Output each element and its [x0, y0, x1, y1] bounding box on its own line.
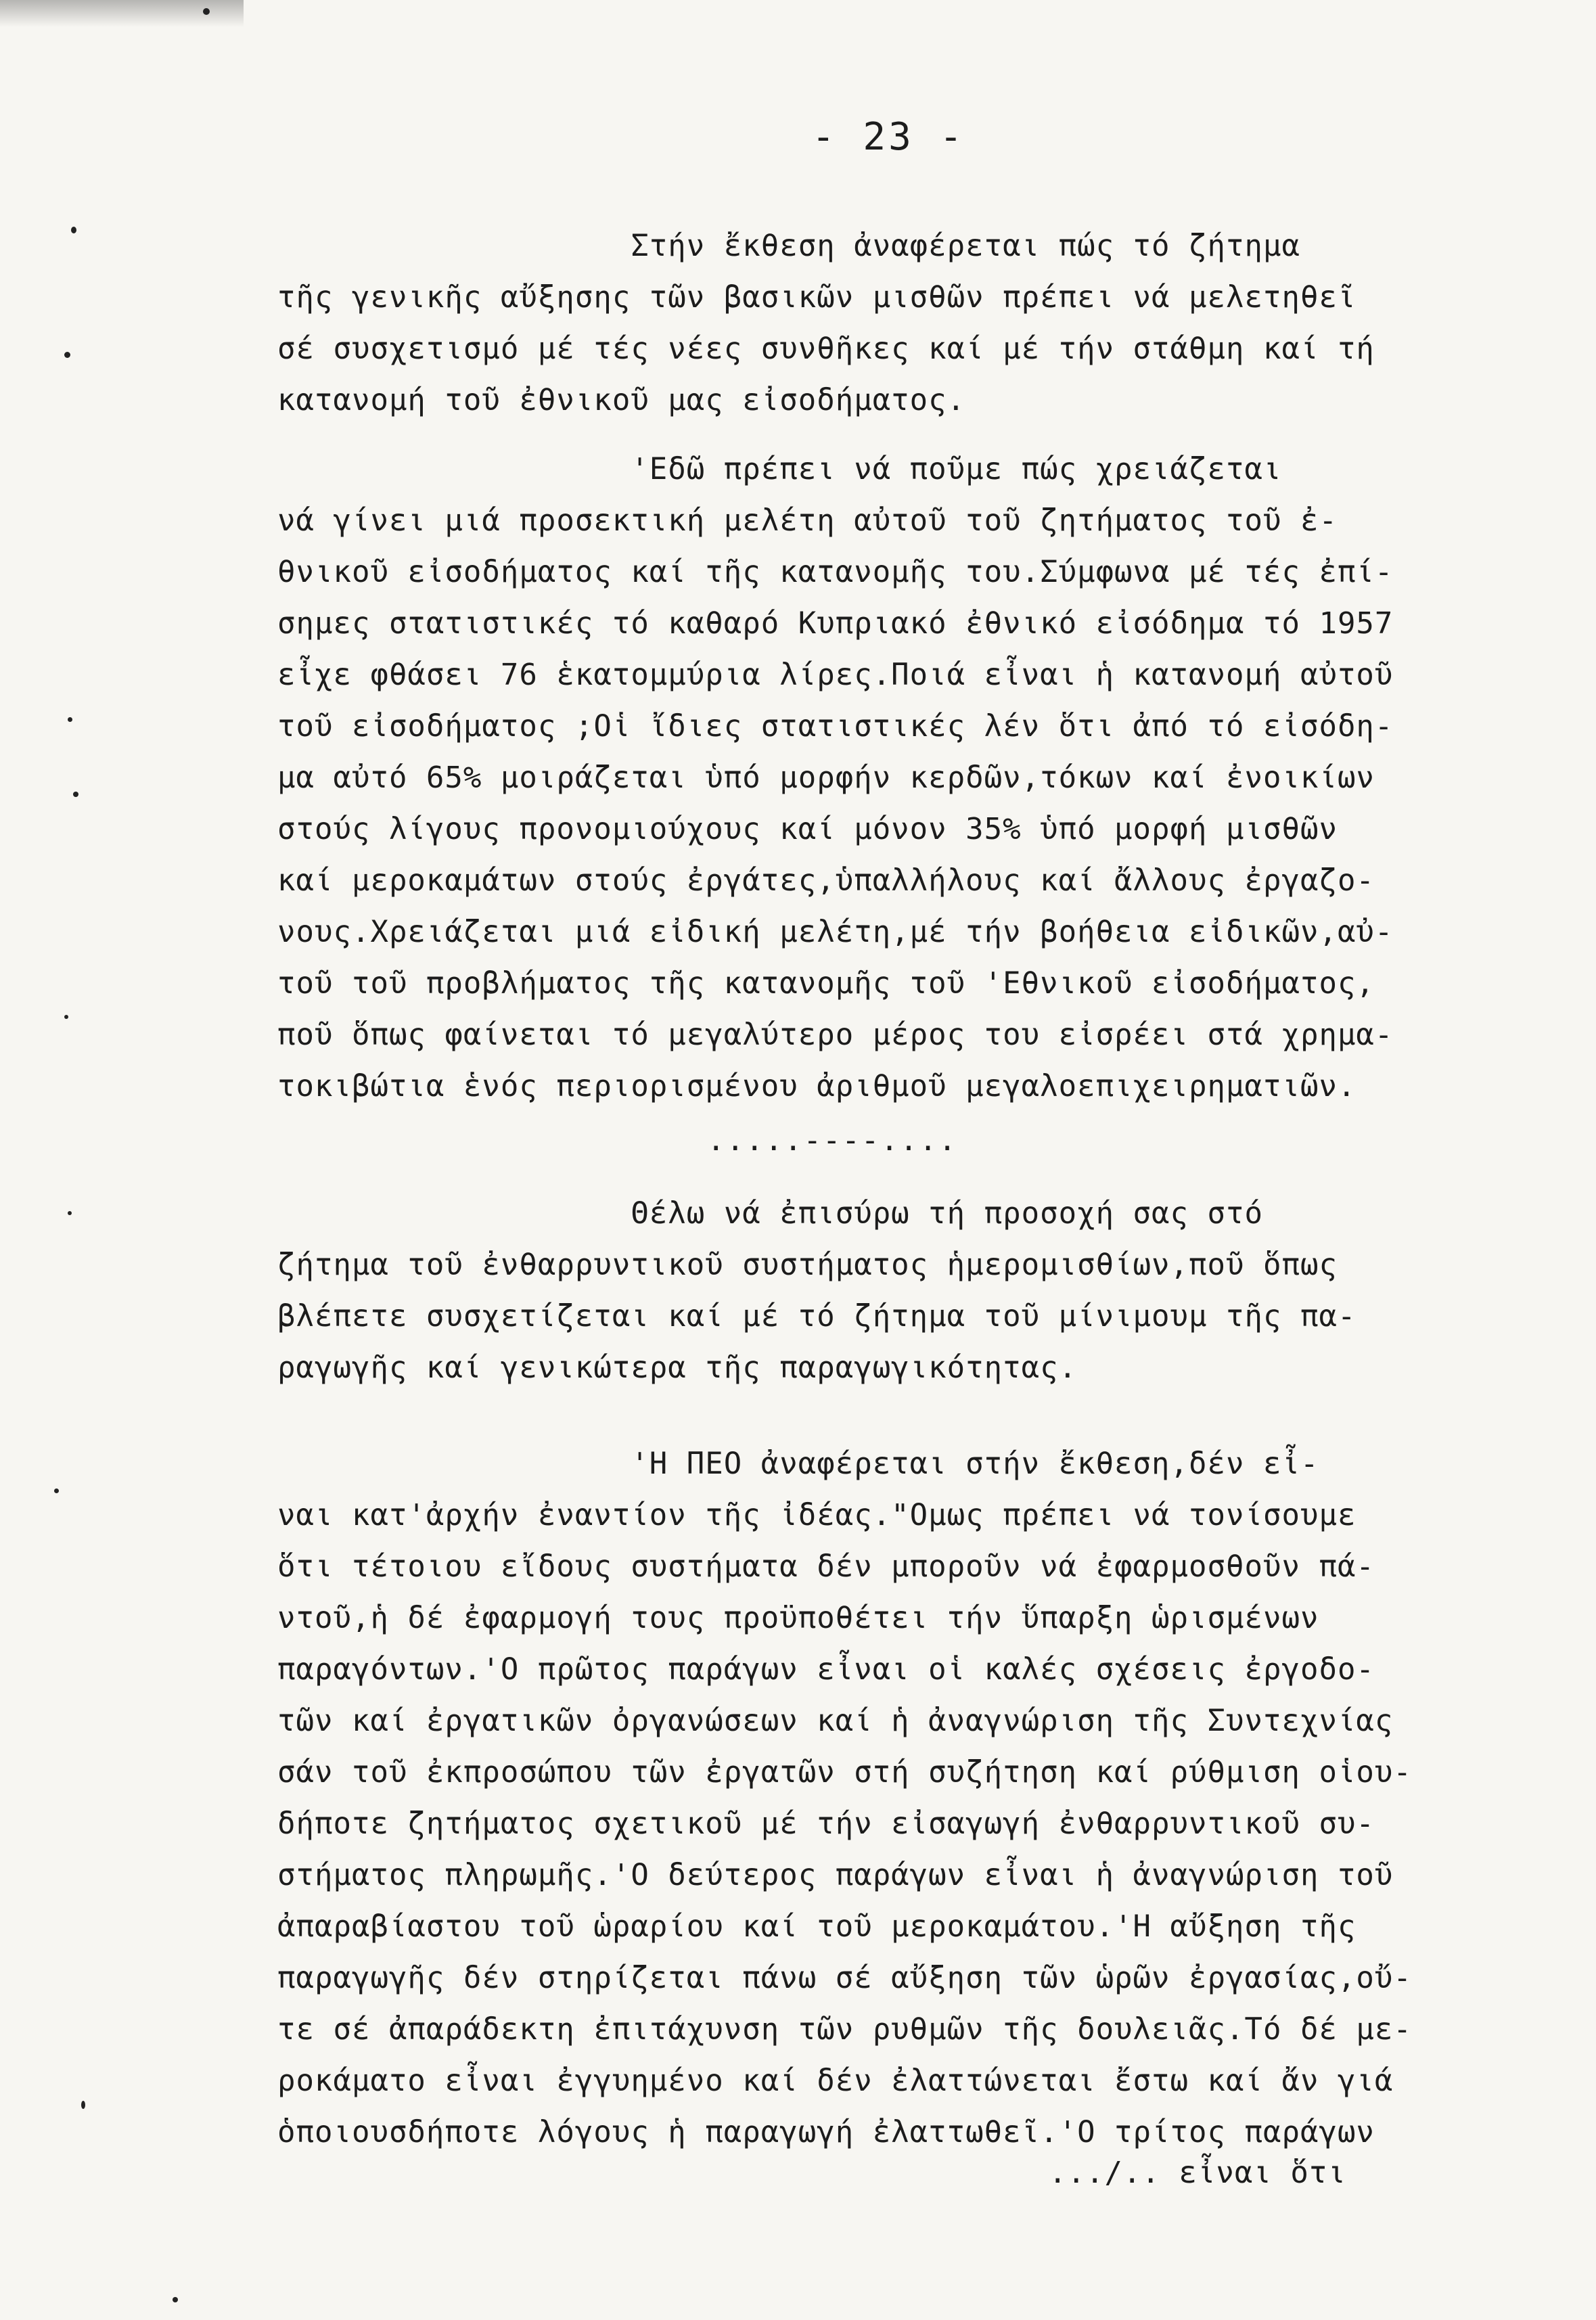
- text-line: Θέλω νά ἐπισύρω τή προσοχή σας στό: [277, 1196, 1263, 1231]
- text-line: στήματος πληρωμῆς.'Ο δεύτερος παράγων εἶναι ἡ ἀναγνώριση τοῦ: [277, 1858, 1394, 1892]
- paragraph-1: [277, 221, 1495, 426]
- text-line: ὁποιουσδήποτε λόγους ἡ παραγωγή ἐλαττωθεῖ.'Ο τρίτος παράγων: [277, 2115, 1375, 2150]
- scan-speck: [173, 2297, 178, 2302]
- text-line: παραγόντων.'Ο πρῶτος παράγων εἶναι οἱ καλές σχέσεις ἐργοδο-: [277, 1652, 1375, 1687]
- section-separator: .....----....: [707, 1123, 958, 1158]
- text-line: Στήν ἔκθεση ἀναφέρεται πώς τό ζήτημα: [277, 229, 1300, 263]
- text-line: τῆς γενικῆς αὔξησης τῶν βασικῶν μισθῶν πρέπει νά μελετηθεῖ: [277, 280, 1356, 315]
- text-line: τοῦ εἰσοδήματος ;Οἱ ἴδιες στατιστικές λέν ὅτι ἀπό τό εἰσόδη-: [277, 709, 1394, 744]
- text-line: 'Η ΠΕΟ ἀναφέρεται στήν ἔκθεση,δέν εἶ-: [277, 1447, 1319, 1481]
- continuation-note: .../.. εἶναι ὅτι: [1049, 2156, 1346, 2190]
- text-line: ντοῦ,ἡ δέ ἐφαρμογή τους προϋποθέτει τήν ὕπαρξη ὡρισμένων: [277, 1601, 1319, 1635]
- text-line: σέ συσχετισμό μέ τές νέες συνθῆκες καί μέ τήν στάθμη καί τή: [277, 332, 1375, 366]
- text-line: τοῦ τοῦ προβλήματος τῆς κατανομῆς τοῦ 'Εθνικοῦ εἰσοδήματος,: [277, 966, 1375, 1001]
- scan-speck: [64, 1015, 68, 1019]
- text-line: παραγωγῆς δέν στηρίζεται πάνω σέ αὔξηση τῶν ὡρῶν ἐργασίας,οὔ-: [277, 1961, 1412, 1995]
- paragraph-4: [277, 1438, 1495, 2158]
- text-line: 'Εδῶ πρέπει νά ποῦμε πώς χρειάζεται: [277, 452, 1282, 486]
- text-line: κατανομή τοῦ ἐθνικοῦ μας εἰσοδήματος.: [277, 383, 966, 417]
- text-line: τῶν καί ἐργατικῶν ὀργανώσεων καί ἡ ἀναγνώριση τῆς Συντεχνίας: [277, 1704, 1394, 1738]
- text-line: τε σέ ἀπαράδεκτη ἐπιτάχυνση τῶν ρυθμῶν τῆς δουλειᾶς.Τό δέ με-: [277, 2012, 1412, 2047]
- text-line: ἀπαραβίαστου τοῦ ὡραρίου καί τοῦ μεροκαμάτου.'Η αὔξηση τῆς: [277, 1909, 1356, 1944]
- text-line: ζήτημα τοῦ ἐνθαρρυντικοῦ συστήματος ἡμερομισθίων,ποῦ ὅπως: [277, 1248, 1338, 1282]
- text-line: εἶχε φθάσει 76 ἑκατομμύρια λίρες.Ποιά εἶναι ἡ κατανομή αὐτοῦ: [277, 658, 1394, 692]
- text-line: ραγωγῆς καί γενικώτερα τῆς παραγωγικότητας.: [277, 1350, 1078, 1385]
- scan-speck: [81, 2101, 85, 2109]
- text-line: στούς λίγους προνομιούχους καί μόνον 35% ὑπό μορφή μισθῶν: [277, 812, 1338, 846]
- page-number: - 23 -: [812, 115, 965, 159]
- scan-speck: [203, 8, 210, 15]
- paragraph-3: [277, 1188, 1495, 1394]
- text-line: μα αὐτό 65% μοιράζεται ὑπό μορφήν κερδῶν,τόκων καί ἐνοικίων: [277, 760, 1375, 795]
- scan-speck: [68, 1211, 72, 1215]
- text-line: ὅτι τέτοιου εἴδους συστήματα δέν μποροῦν νά ἐφαρμοσθοῦν πά-: [277, 1549, 1375, 1584]
- text-line: ροκάματο εἶναι ἐγγυημένο καί δέν ἐλαττώνεται ἔστω καί ἄν γιά: [277, 2064, 1394, 2098]
- scan-speck: [71, 227, 76, 233]
- text-line: τοκιβώτια ἑνός περιορισμένου ἀριθμοῦ μεγαλοεπιχειρηματιῶν.: [277, 1069, 1356, 1104]
- scan-speck: [54, 1488, 59, 1493]
- text-line: ναι κατ'ἀρχήν ἐναντίον τῆς ἰδέας."Ομως πρέπει νά τονίσουμε: [277, 1498, 1356, 1532]
- text-line: καί μεροκαμάτων στούς ἐργάτες,ὑπαλλήλους καί ἄλλους ἐργαζο-: [277, 863, 1375, 898]
- scan-speck: [64, 352, 70, 358]
- text-line: νους.Χρειάζεται μιά εἰδική μελέτη,μέ τήν βοήθεια εἰδικῶν,αὐ-: [277, 915, 1394, 949]
- paragraph-2: [277, 444, 1495, 1112]
- text-line: βλέπετε συσχετίζεται καί μέ τό ζήτημα τοῦ μίνιμουμ τῆς πα-: [277, 1299, 1356, 1334]
- text-line: σημες στατιστικές τό καθαρό Κυπριακό ἐθνικό εἰσόδημα τό 1957: [277, 606, 1394, 641]
- text-line: νά γίνει μιά προσεκτική μελέτη αὐτοῦ τοῦ ζητήματος τοῦ ἐ-: [277, 503, 1338, 538]
- text-line: δήποτε ζητήματος σχετικοῦ μέ τήν εἰσαγωγή ἐνθαρρυντικοῦ συ-: [277, 1806, 1375, 1841]
- text-line: θνικοῦ εἰσοδήματος καί τῆς κατανομῆς του.Σύμφωνα μέ τές ἐπί-: [277, 555, 1394, 589]
- text-line: ποῦ ὅπως φαίνεται τό μεγαλύτερο μέρος του εἰσρέει στά χρημα-: [277, 1018, 1394, 1052]
- scan-speck: [68, 717, 72, 722]
- scan-speck: [73, 792, 78, 797]
- text-line: σάν τοῦ ἐκπροσώπου τῶν ἐργατῶν στή συζήτηση καί ρύθμιση οἱου-: [277, 1755, 1412, 1790]
